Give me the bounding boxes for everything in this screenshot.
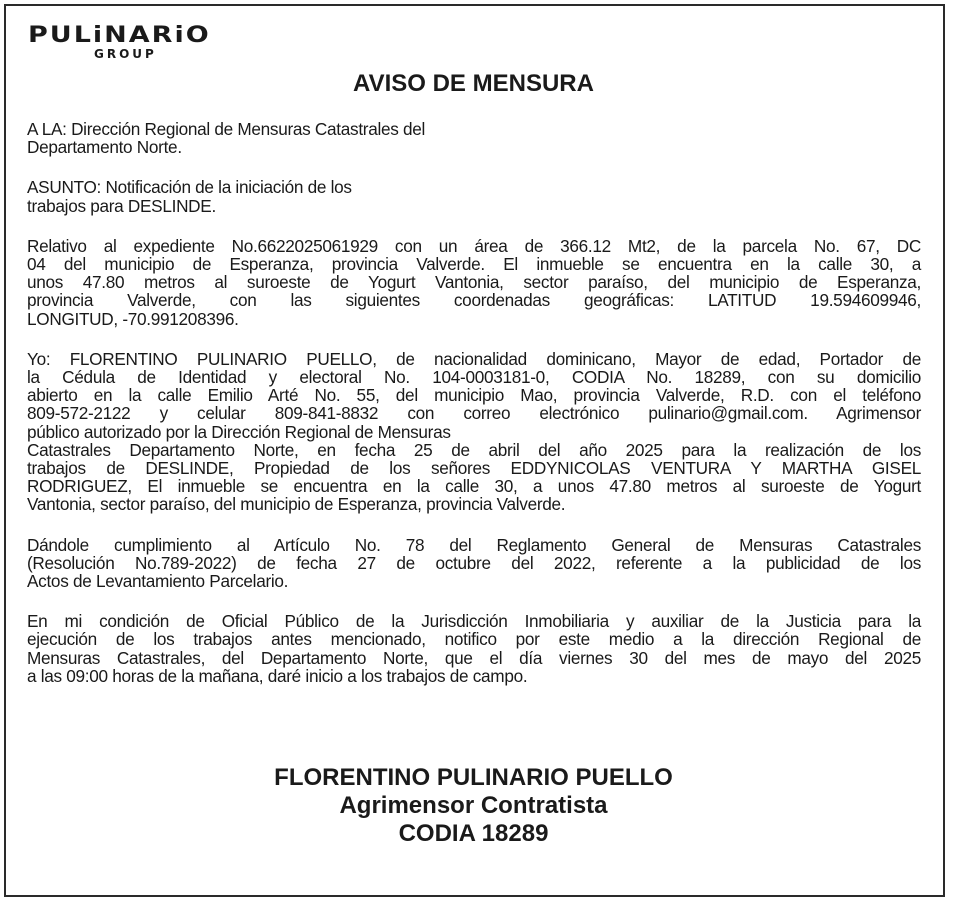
- subject-line-2: trabajos para DESLINDE.: [27, 195, 216, 216]
- paragraph-line: ejecución de los trabajos antes mencionado, notifico por este medio a la dirección Regional de: [27, 629, 921, 650]
- paragraph-notification: [27, 612, 921, 685]
- paragraph-line: provincia Valverde, con las siguientes coordenadas geográficas: LATITUD 19.594609946,: [27, 290, 921, 311]
- paragraph-line: Actos de Levantamiento Parcelario.: [27, 571, 289, 592]
- paragraph-line: LONGITUD, -70.991208396.: [27, 308, 239, 329]
- paragraph-line: Relativo al expediente No.6622025061929 con un área de 366.12 Mt2, de la parcela No. 67, DC: [27, 235, 921, 256]
- addressee-line-1: A LA: Dirección Regional de Mensuras Catastrales del: [27, 119, 426, 139]
- paragraph-line: 04 del municipio de Esperanza, provincia Valverde. El inmueble se encuentra en la calle 30, a: [27, 254, 921, 275]
- subject-line-1: ASUNTO: Notificación de la iniciación de los: [27, 177, 352, 198]
- signatory-role: Agrimensor Contratista: [339, 792, 608, 819]
- subject: [27, 178, 547, 214]
- company-logo: [28, 24, 272, 62]
- paragraph-line: Catastrales Departamento Norte, en fecha 25 de abril del año 2025 para la realización de los: [27, 439, 921, 460]
- paragraph-line: trabajos de DESLINDE, Propiedad de los señores EDDYNICOLAS VENTURA Y MARTHA GISEL: [27, 458, 921, 479]
- paragraph-line: (Resolución No.789-2022) de fecha 27 de octubre del 2022, referente a la publicidad de los: [27, 552, 921, 573]
- paragraph-line: a las 09:00 horas de la mañana, daré inicio a los trabajos de campo.: [27, 665, 528, 686]
- paragraph-surveyor-identity: [27, 350, 921, 514]
- paragraph-line: unos 47.80 metros al suroeste de Yogurt Vantonia, sector paraíso, del municipio de Esperanza,: [27, 272, 921, 293]
- logo-wordmark: PULiNARiO: [28, 22, 211, 48]
- paragraph-line: Mensuras Catastrales, del Departamento Norte, que el día viernes 30 del mes de mayo del 2025: [27, 647, 921, 668]
- paragraph-line: RODRIGUEZ, El inmueble se encuentra en la calle 30, a unos 47.80 metros al suroeste de Yogurt: [27, 476, 921, 497]
- paragraph-line: abierto en la calle Emilio Arté No. 55, del municipio Mao, provincia Valverde, R.D. con el teléfono: [27, 385, 921, 406]
- logo-subtitle: GROUP: [94, 47, 157, 61]
- signature-block: [0, 764, 947, 848]
- addressee-line-2: Departamento Norte.: [27, 137, 182, 158]
- paragraph-line: 809-572-2122 y celular 809-841-8832 con correo electrónico pulinario@gmail.com. Agrimensor: [27, 403, 921, 424]
- signatory-codia: CODIA 18289: [398, 820, 549, 847]
- addressee: [27, 120, 547, 156]
- paragraph-line: Yo: FLORENTINO PULINARIO PUELLO, de nacionalidad dominicano, Mayor de edad, Portador de: [27, 348, 921, 369]
- paragraph-line: la Cédula de Identidad y electoral No. 104-0003181-0, CODIA No. 18289, con su domicilio: [27, 367, 921, 388]
- paragraph-line: Vantonia, sector paraíso, del municipio de Esperanza, provincia Valverde.: [27, 494, 566, 515]
- signatory-name: FLORENTINO PULINARIO PUELLO: [274, 764, 673, 791]
- paragraph-line: público autorizado por la Dirección Regional de Mensuras: [27, 421, 451, 442]
- notice-body: [27, 120, 921, 685]
- paragraph-parcel-details: [27, 237, 921, 328]
- paragraph-line: Dándole cumplimiento al Artículo No. 78 del Reglamento General de Mensuras Catastrales: [27, 534, 921, 555]
- paragraph-line: En mi condición de Oficial Público de la Jurisdicción Inmobiliaria y auxiliar de la Justicia para la: [27, 611, 921, 632]
- paragraph-regulation: [27, 536, 921, 591]
- notice-title: AVISO DE MENSURA: [353, 70, 594, 97]
